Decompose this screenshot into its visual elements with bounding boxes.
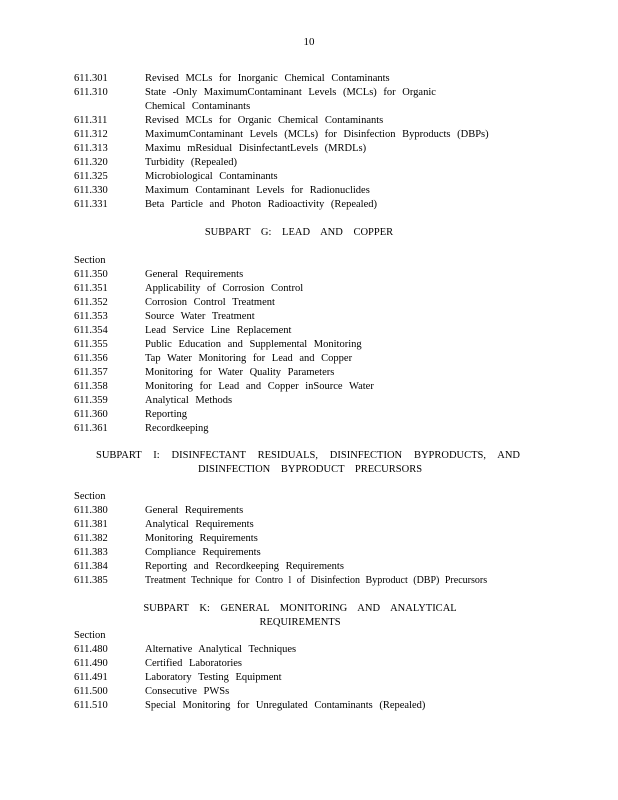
section-number: 611.360 — [74, 409, 108, 420]
section-number: 611.480 — [74, 644, 108, 655]
list-item — [74, 366, 524, 380]
list-item — [74, 170, 524, 184]
list-item — [74, 657, 524, 671]
list-item — [74, 408, 524, 422]
subpart-i-heading-line1: SUBPART I: DISINFECTANT RESIDUALS, DISINFECTION BYPRODUCTS, AND — [96, 450, 520, 461]
list-item — [74, 198, 524, 212]
section-title: Lead Service Line Replacement — [145, 325, 292, 336]
list-item — [74, 504, 524, 518]
list-item — [74, 532, 524, 546]
list-item — [74, 394, 524, 408]
section-title: Source Water Treatment — [145, 311, 255, 322]
list-item — [74, 380, 524, 394]
section-number: 611.331 — [74, 199, 108, 210]
section-number: 611.301 — [74, 73, 108, 84]
list-item — [74, 643, 524, 657]
section-number: 611.356 — [74, 353, 108, 364]
section-title: Alternative Analytical Techniques — [145, 644, 297, 655]
section-number: 611.350 — [74, 269, 108, 280]
section-number: 611.381 — [74, 519, 108, 530]
section-title: Recordkeeping — [145, 423, 209, 434]
list-item — [74, 156, 524, 170]
list-item — [74, 352, 524, 366]
section-number: 611.330 — [74, 185, 108, 196]
section-number: 611.311 — [74, 115, 108, 126]
section-label: Section — [74, 255, 106, 266]
section-number: 611.312 — [74, 129, 108, 140]
section-title: General Requirements — [145, 269, 244, 280]
list-item — [74, 72, 524, 86]
list-item — [74, 671, 524, 685]
section-title: Turbidity (Repealed) — [145, 157, 237, 168]
section-number: 611.352 — [74, 297, 108, 308]
list-item — [74, 268, 524, 282]
section-number: 611.385 — [74, 575, 108, 586]
section-number: 611.353 — [74, 311, 108, 322]
list-item — [74, 560, 524, 574]
section-title: Maximu mResidual DisinfectantLevels (MRDLs) — [145, 143, 367, 154]
section-title: Monitoring for Lead and Copper inSource Water — [145, 381, 374, 392]
section-title: Maximum Contaminant Levels for Radionuclides — [145, 185, 370, 196]
section-title: Revised MCLs for Inorganic Chemical Contaminants — [145, 73, 390, 84]
section-title: State -Only MaximumContaminant Levels (MCLs) for Organic Chemical Contaminants — [145, 87, 436, 112]
section-title: Revised MCLs for Organic Chemical Contaminants — [145, 115, 384, 126]
section-list-subpart-g — [74, 254, 524, 436]
section-title: Analytical Methods — [145, 395, 233, 406]
section-number: 611.384 — [74, 561, 108, 572]
section-title: Tap Water Monitoring for Lead and Copper — [145, 353, 353, 364]
section-number: 611.380 — [74, 505, 108, 516]
section-title: Public Education and Supplemental Monitoring — [145, 339, 362, 350]
section-number: 611.510 — [74, 700, 108, 711]
list-item — [74, 128, 524, 142]
list-item — [74, 324, 524, 338]
subpart-i-heading-line2: DISINFECTION BYPRODUCT PRECURSORS — [197, 464, 423, 475]
section-number: 611.355 — [74, 339, 108, 350]
list-item — [74, 574, 524, 588]
section-number: 611.354 — [74, 325, 108, 336]
section-title: MaximumContaminant Levels (MCLs) for Disinfection Byproducts (DBPs) — [145, 129, 489, 140]
section-title: Corrosion Control Treatment — [145, 297, 275, 308]
section-number: 611.313 — [74, 143, 108, 154]
list-item — [74, 518, 524, 532]
list-item — [74, 86, 524, 114]
section-title: Beta Particle and Photon Radioactivity (Repealed) — [145, 199, 377, 210]
section-title: General Requirements — [145, 505, 244, 516]
section-number: 611.359 — [74, 395, 108, 406]
list-item — [74, 338, 524, 352]
section-title: Monitoring Requirements — [145, 533, 258, 544]
section-title: Reporting — [145, 409, 187, 420]
list-item — [74, 699, 524, 713]
list-item — [74, 114, 524, 128]
section-number: 611.325 — [74, 171, 108, 182]
list-item — [74, 422, 524, 436]
list-item — [74, 310, 524, 324]
section-number: 611.490 — [74, 658, 108, 669]
subpart-g-heading: SUBPART G: LEAD AND COPPER — [204, 227, 394, 238]
section-number: 611.351 — [74, 283, 108, 294]
list-item — [74, 546, 524, 560]
section-number: 611.491 — [74, 672, 108, 683]
list-item — [74, 184, 524, 198]
section-title: Special Monitoring for Unregulated Contaminants (Repealed) — [145, 700, 426, 711]
section-number: 611.500 — [74, 686, 108, 697]
section-list-subpart-k — [74, 629, 524, 713]
section-list-group-1 — [74, 72, 524, 212]
section-number: 611.361 — [74, 423, 108, 434]
subpart-k-heading: SUBPART K: GENERAL MONITORING AND ANALYTICAL REQUIREMENTS — [143, 603, 457, 628]
section-title: Reporting and Recordkeeping Requirements — [145, 561, 344, 572]
section-list-subpart-i — [74, 490, 524, 588]
section-title: Treatment Technique for Contro l of Disinfection Byproduct (DBP) Precursors — [145, 575, 488, 586]
section-label: Section — [74, 491, 106, 502]
section-title: Monitoring for Water Quality Parameters — [145, 367, 335, 378]
section-title: Analytical Requirements — [145, 519, 254, 530]
section-number: 611.357 — [74, 367, 108, 378]
section-number: 611.383 — [74, 547, 108, 558]
section-number: 611.382 — [74, 533, 108, 544]
list-item — [74, 142, 524, 156]
list-item — [74, 282, 524, 296]
section-title: Certified Laboratories — [145, 658, 243, 669]
section-label: Section — [74, 630, 106, 641]
section-number: 611.320 — [74, 157, 108, 168]
list-item — [74, 685, 524, 699]
section-title: Applicability of Corrosion Control — [145, 283, 304, 294]
section-number: 611.358 — [74, 381, 108, 392]
section-title: Laboratory Testing Equipment — [145, 672, 282, 683]
section-number: 611.310 — [74, 87, 108, 98]
section-title: Compliance Requirements — [145, 547, 261, 558]
section-title: Consecutive PWSs — [145, 686, 230, 697]
page-number: 10 — [303, 36, 315, 48]
section-title: Microbiological Contaminants — [145, 171, 278, 182]
list-item — [74, 296, 524, 310]
